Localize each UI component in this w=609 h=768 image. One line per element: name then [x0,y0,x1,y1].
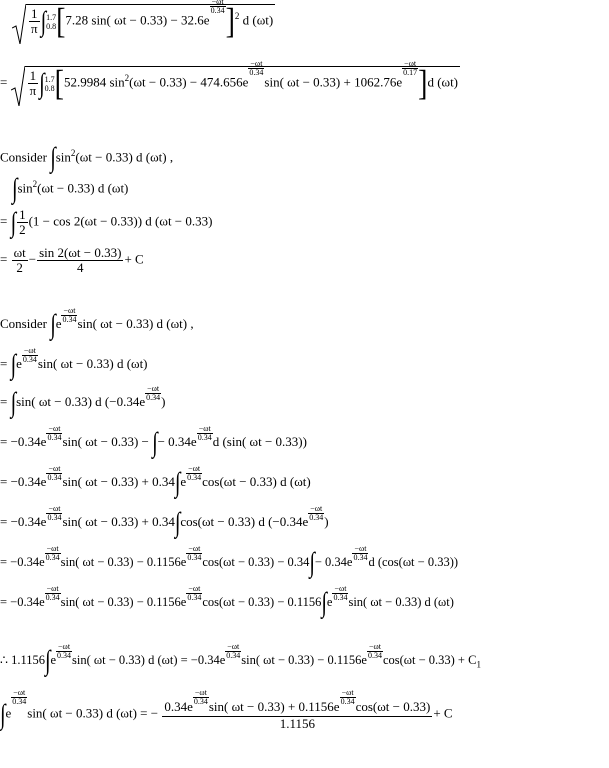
exp-den: 0.34 [340,697,355,706]
exp-den: 0.34 [210,6,225,15]
term: = −0.34e [0,474,47,489]
exp-num: −ωt [48,424,61,433]
result-r1: ∴ 1.1156∫e $\frac{-\omega t}{0.34}$ sin( ωt − 0.33) d (ωt) = −0.34e $\frac{-\omega t}{0.34}$ sin( ωt − 0.33) − 0.1156e $\frac{-\omega t}{0.34}$ $\cos(\omega t - 0.33) + C_1$ [0,642,481,677]
exp-den: 0.34 [22,355,37,364]
coef-den: π [29,83,37,98]
term: ) [324,514,329,529]
exp-num: −ωt [211,0,224,6]
term: sin( ωt − 0.33) + 0.1156e [208,699,340,714]
consider-exp-sin: Consider ∫e $\frac{-\omega t}{0.34}$ sin( ωt − 0.33) d (ωt) , [0,306,194,341]
term: sin( ωt − 0.33) + 0.34 [62,514,175,529]
exp-num: −ωt [188,464,201,473]
term: sin( ωt − 0.33) d (ωt) = − [27,705,159,721]
power: 2 [234,11,240,22]
exp-num: −ωt [147,384,160,393]
left-bracket: [ [54,62,64,103]
exp-num: −ωt [250,59,263,68]
term: = −0.34e [0,595,45,609]
term: sin( ωt − 0.33) − 0.1156e [60,595,187,609]
lower-limit: 0.8 [44,83,55,93]
term: − 0.34e [157,434,197,449]
exp-den: 0.34 [353,553,368,562]
exp-den: 0.34 [45,553,60,562]
exp-num: −ωt [198,424,211,433]
square-root [12,0,275,41]
term: sin( ωt − 0.33) − 0.1156e [241,653,367,667]
term: = −0.34e [0,514,47,529]
step-t1: = ∫e $\frac{-\omega t}{0.34}$ sin( ωt − 0.33) d (ωt) [0,346,148,381]
exp-num: −ωt [227,642,240,651]
exp-den: 0.34 [57,651,72,660]
term: cos(ωt − 0.33) − 0.34 [202,555,310,569]
exp-num: −ωt [63,306,76,315]
consider-sin-squared [0,142,174,174]
exp-den: 0.34 [187,593,202,602]
equals: = [0,213,8,229]
exp-num: −ωt [368,642,381,651]
lower-limit: 0.8 [46,21,57,31]
frac-num: sin 2(ωt − 0.33) [39,245,122,260]
exp-den: 0.34 [249,68,264,77]
coef-num: 1 [29,7,40,22]
equation-expanded [0,59,460,103]
integral-icon: ∫ [174,507,181,539]
term-b: (ωt − 0.33) − 474.656e [129,74,249,90]
exp-den: 0.34 [146,393,161,402]
equals: = [0,251,8,267]
frac-num: ωt [13,245,26,260]
power: 2 [32,179,38,189]
exp-den: 0.34 [193,697,208,706]
integral-icon: ∫ [309,547,315,579]
integral-icon: ∫ [321,587,327,619]
exp-num: −ωt [341,688,354,697]
step-t2 [0,384,166,419]
term: (1 − cos 2(ωt − 0.33)) d (ωt − 0.33) [28,213,213,229]
equals: = [0,356,8,371]
integral-icon: ∫ [0,699,6,730]
equals: = [0,394,8,409]
term: d (cos(ωt − 0.33)) [368,555,459,569]
term: sin( ωt − 0.33) d (ωt) [348,595,454,609]
exp-den: 0.34 [45,593,60,602]
equals: = [0,74,8,90]
exp-den: 0.34 [62,315,77,324]
integral-icon: ∫ [152,427,158,459]
term: cos(ωt − 0.33) − 0.1156 [202,595,322,609]
term: d (sin( ωt − 0.33)) [212,434,307,449]
term-a: 52.9984 sin [63,74,125,90]
left-bracket: [ [56,0,66,41]
term: sin [55,149,71,165]
exp-num: −ωt [48,464,61,473]
integral-icon: ∫ [50,142,56,174]
exp-den: 0.34 [47,433,62,442]
step-half-angle [0,208,212,237]
exp-num: −ωt [58,642,71,651]
term: sin( ωt − 0.33) − 0.1156e [60,555,187,569]
integral-icon: ∫ [10,207,17,238]
term: cos(ωt − 0.33) [355,699,431,714]
upper-limit: 1.7 [44,74,55,84]
term: (ωt − 0.33) d (ωt) , [75,149,174,165]
exp-num: −ωt [23,346,36,355]
exp-den: 0.34 [309,513,324,522]
exp-num: −ωt [188,584,201,593]
step-t5 [0,504,329,539]
integral-icon: ∫ [174,467,181,499]
exp-num: −ωt [354,544,367,553]
exp-den: 0.34 [333,593,348,602]
exp-den: 0.17 [403,68,418,77]
frac-den: 2 [19,222,26,237]
integral-icon: ∫ [45,645,51,677]
integral-icon: ∫ [12,173,18,205]
exp-num: −ωt [46,544,59,553]
exp-num: −ωt [310,504,323,513]
exp-den: 0.34 [197,433,212,442]
result-r2: ∫e $\frac{-\omega t}{0.34}$ sin( ωt − 0.33) d (ωt) = − 0.34e $\frac{-\omega t}{0.34}$ sin( ωt − 0.33) + 0.1156e $\frac{-\omega t}{0.34}$ cos(ωt − 0.33) 1.1156 + C [0,688,453,731]
term: cos(ωt − 0.33) d (−0.34e [180,514,309,529]
term: sin( ωt − 0.33) d (ωt) = −0.34e [72,653,226,667]
exp-num: −ωt [404,59,417,68]
term: sin( ωt − 0.33) d (ωt) [37,356,148,371]
right-bracket: ] [225,0,235,41]
exp-den: 0.34 [187,553,202,562]
subscript: 1 [476,659,481,670]
term: − 0.34e [314,555,353,569]
step-t4: = −0.34e $\frac{-\omega t}{0.34}$ sin( ωt − 0.33) + 0.34∫e $\frac{-\omega t}{0.34}$ cos(ωt − 0.33) d (ωt) [0,464,311,499]
term: cos(ωt − 0.33) + C [382,653,477,667]
differential: d (ωt) [242,12,274,28]
exp-num: −ωt [48,504,61,513]
term: = −0.34e [0,434,47,449]
exp-num: −ωt [188,544,201,553]
equation-rms-definition [12,0,275,41]
exp-num: −ωt [46,584,59,593]
exp-den: 0.34 [47,513,62,522]
term: 0.34e [164,699,193,714]
exp-den: 0.34 [47,473,62,482]
integral-icon: ∫ [39,68,45,99]
right-bracket: ] [418,62,428,103]
exp-num: −ωt [194,688,207,697]
differential: d (ωt) [427,74,459,90]
coef-den: π [31,21,38,36]
exp-den: 0.34 [367,651,382,660]
frac-den: 2 [16,260,23,275]
exp-num: −ωt [334,584,347,593]
consider-label: Consider [0,316,47,331]
term: sin( ωt − 0.33) + 0.34 [62,474,175,489]
term: + C [124,251,144,267]
term: = −0.34e [0,555,45,569]
step-t3 [0,424,307,459]
consider-label: Consider [0,149,47,165]
term: sin( ωt − 0.33) d (−0.34e [16,394,146,409]
integrand-text: 7.28 sin( ωt − 0.33) − 32.6e [65,12,210,28]
term: sin [17,180,33,196]
frac-num: 1 [19,207,26,222]
radical-icon [11,66,25,106]
step-result-sin-squared: = $\frac{\omega t}{2}$ − $\frac{\sin 2(\omega t - 0.33)}{4}$ + C [0,245,144,275]
square-root [11,59,460,103]
frac-den: 4 [77,260,84,275]
step-t7: = −0.34e $\frac{-\omega t}{0.34}$ sin( ωt − 0.33) − 0.1156e $\frac{-\omega t}{0.34}$ cos(ωt − 0.33) − 0.1156∫e $\frac{-\omega t}{0.34}$ sin( ωt − 0.33) d (ωt) [0,584,454,619]
radical-icon [12,4,26,44]
term: sin( ωt − 0.33) d (ωt) , [77,316,194,331]
coef-num: 1 [28,69,39,84]
term-c: sin( ωt − 0.33) + 1062.76e [264,74,403,90]
step-t6 [0,544,459,579]
integral-icon: ∫ [40,6,47,37]
term: cos(ωt − 0.33) d (ωt) [202,474,311,489]
integral-icon: ∫ [10,387,17,419]
exp-den: 0.34 [12,697,27,706]
integral-icon: ∫ [10,349,17,381]
exp-num: −ωt [13,688,26,697]
power: 2 [124,73,130,84]
exp-den: 0.34 [187,473,202,482]
step-sin-squared [12,173,129,205]
term: ∴ 1.1156 [0,653,45,667]
integral-icon: ∫ [50,309,56,341]
term: + C [433,705,453,721]
upper-limit: 1.7 [46,12,57,22]
term: (ωt − 0.33) d (ωt) [37,180,129,196]
term: ) [161,394,166,409]
frac-den: 1.1156 [279,716,315,731]
term: sin( ωt − 0.33) − [62,434,149,449]
exp-den: 0.34 [226,651,241,660]
power: 2 [70,148,76,158]
